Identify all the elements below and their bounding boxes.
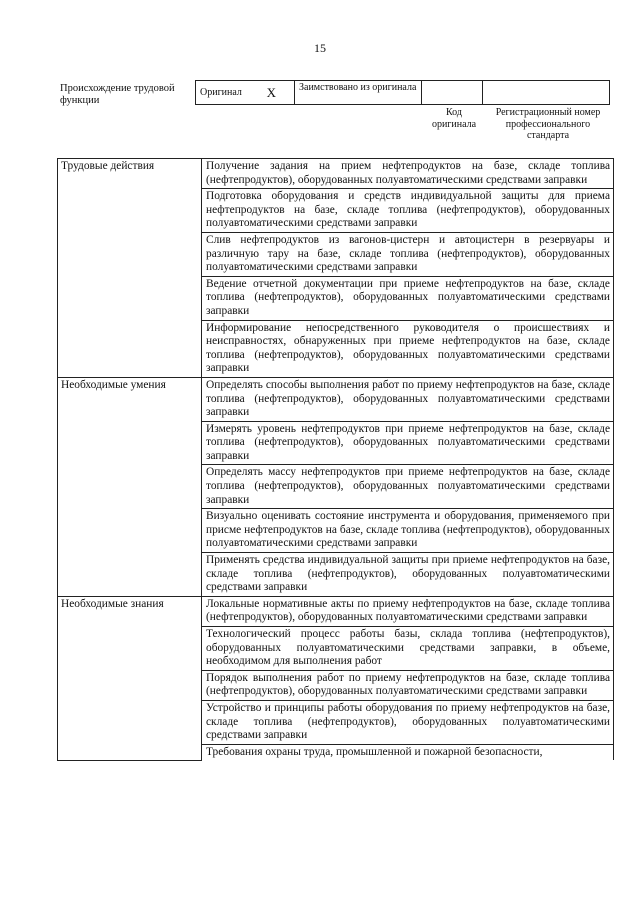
original-cell: [196, 81, 295, 105]
original-mark: X: [266, 85, 276, 100]
section-item: Локальные нормативные акты по приему нефтепродуктов на базе, складе топлива (нефтепродуктов), оборудованных полуавтоматическими средствами заправки: [202, 596, 614, 626]
table-row: [58, 377, 614, 421]
code-cell: [422, 81, 483, 105]
origin-label: Происхождение трудовой функции: [60, 83, 175, 106]
section-item: Информирование непосредственного руководителя о происшествиях и неисправностях, обнаруженных при приеме нефтепродуктов на базе, складе топлива (нефтепродуктов), оборудованных полуавтоматическими средствами заправки: [202, 320, 614, 377]
page-number: 15: [314, 41, 326, 55]
code-label: Код оригинала: [431, 107, 477, 130]
section-item: Технологический процесс работы базы, склада топлива (нефтепродуктов), оборудованных полуавтоматическими средствами заправки, в объеме, необходимом для выполнения работ: [202, 627, 614, 671]
section-item: Определять способы выполнения работ по приему нефтепродуктов на базе, складе топлива (нефтепродуктов), оборудованных полуавтоматическими средствами заправки: [202, 377, 614, 421]
section-item: Ведение отчетной документации при приеме нефтепродуктов на базе, складе топлива (нефтепродуктов), оборудованных полуавтоматическими средствами заправки: [202, 276, 614, 320]
section-category: Необходимые умения: [58, 377, 202, 596]
section-item: Порядок выполнения работ по приему нефтепродуктов на базе, складе топлива (нефтепродуктов), оборудованных полуавтоматическими средствами заправки: [202, 670, 614, 700]
section-item: Получение задания на прием нефтепродуктов на базе, складе топлива (нефтепродуктов), оборудованных полуавтоматическими средствами заправки: [202, 159, 614, 189]
origin-box: [195, 80, 610, 105]
section-category: Необходимые знания: [58, 596, 202, 760]
borrowed-cell: Заимствовано из оригинала: [295, 81, 422, 105]
section-item: Измерять уровень нефтепродуктов при приеме нефтепродуктов на базе, складе топлива (нефтепродуктов), оборудованных полуавтоматическими средствами заправки: [202, 421, 614, 465]
section-item: Применять средства индивидуальной защиты при приеме нефтепродуктов на базе, складе топлива (нефтепродуктов), оборудованных полуавтоматическими средствами заправки: [202, 553, 614, 597]
table-row: [58, 596, 614, 626]
table-row: [58, 159, 614, 189]
section-category: Трудовые действия: [58, 159, 202, 378]
section-item: Устройство и принципы работы оборудования по приему нефтепродуктов на базе, складе топлива (нефтепродуктов), оборудованных полуавтоматическими средствами заправки: [202, 700, 614, 744]
section-item: Требования охраны труда, промышленной и пожарной безопасности,: [202, 744, 614, 760]
labor-function-table: [57, 158, 614, 761]
reg-number-label: Регистрационный номер профессионального стандарта: [495, 107, 601, 141]
section-item: Определять массу нефтепродуктов при приеме нефтепродуктов на базе, складе топлива (нефтепродуктов), оборудованных полуавтоматическими средствами заправки: [202, 465, 614, 509]
original-label: Оригинал: [200, 87, 242, 98]
section-item: Слив нефтепродуктов из вагонов-цистерн и автоцистерн в резервуары и различную тару на базе, складе топлива (нефтепродуктов), оборудованных полуавтоматическими средствами заправки: [202, 232, 614, 276]
section-item: Визуально оценивать состояние инструмента и оборудования, применяемого при присме нефтепродуктов на базе, складе топлива (нефтепродуктов), оборудованных полуавтоматическими средствами заправки: [202, 509, 614, 553]
reg-number-cell: [483, 81, 610, 105]
section-item: Подготовка оборудования и средств индивидуальной защиты для приема нефтепродуктов на базе, складе топлива (нефтепродуктов), оборудованных полуавтоматическими средствами заправки: [202, 189, 614, 233]
